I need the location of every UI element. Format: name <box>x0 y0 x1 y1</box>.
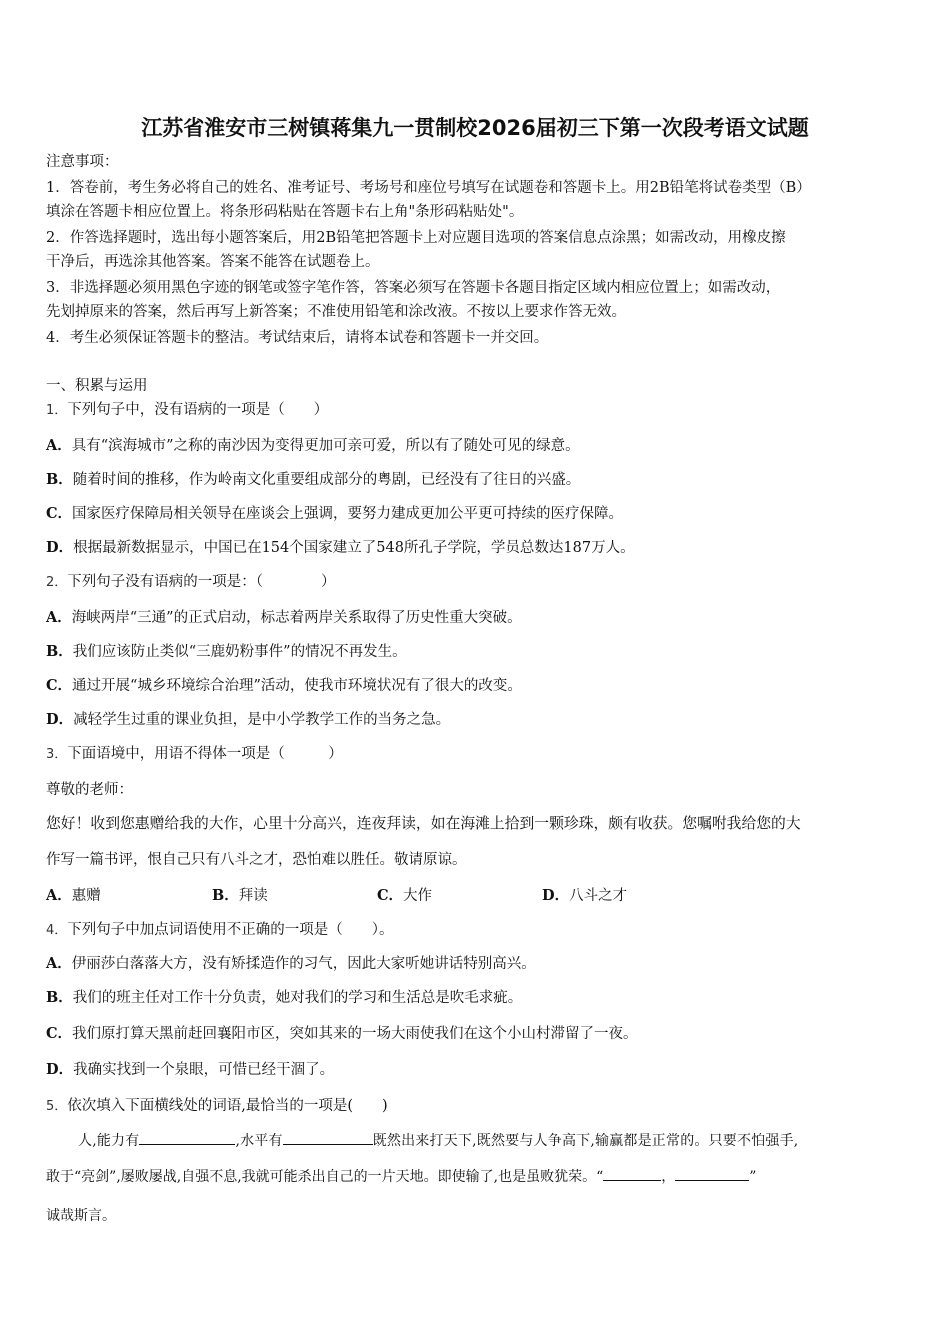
option-label: A． <box>46 887 72 904</box>
question-number: 2． <box>46 575 68 590</box>
option-label: B． <box>46 471 73 488</box>
q5-passage-line <box>78 1130 938 1151</box>
passage-text: 敢于“亮剑”,屡败屡战,自强不息,我就可能杀出自己的一片天地。即使输了,也是虽败犹荣。“ <box>46 1169 604 1185</box>
option-text: 大作 <box>403 888 433 904</box>
option-text: 具有“滨海城市”之称的南沙因为变得更加可亲可爱，所以有了随处可见的绿意。 <box>71 438 580 454</box>
q4-option-c[interactable] <box>46 1024 906 1044</box>
notice-line: 干净后，再选涂其他答案。答案不能答在试题卷上。 <box>46 254 380 270</box>
option-text: 惠赠 <box>71 888 101 904</box>
question-text: 下列句子中加点词语使用不正确的一项是（ ）。 <box>67 922 394 938</box>
notice-line: 1．答卷前，考生务必将自己的姓名、准考证号、考场号和座位号填写在试题卷和答题卡上。用2B铅笔将试卷类型（B） <box>46 180 811 196</box>
option-label: C． <box>46 1025 73 1042</box>
q1-option-c[interactable] <box>46 504 906 524</box>
page-title: 江苏省淮安市三树镇蒋集九一贯制校2026届初三下第一次段考语文试题 <box>141 116 809 140</box>
passage-text: ， <box>661 1169 676 1185</box>
question-text: 依次填入下面横线处的词语,最恰当的一项是( ) <box>67 1098 388 1114</box>
option-label: D． <box>46 1061 74 1078</box>
question-number: 4． <box>46 923 68 938</box>
option-text: 海峡两岸“三通”的正式启动，标志着两岸关系取得了历史性重大突破。 <box>71 610 522 626</box>
option-label: A． <box>46 609 72 626</box>
q5-passage-line: 诚哉斯言。 <box>46 1208 116 1224</box>
q4-option-d[interactable] <box>46 1060 906 1080</box>
question-number: 5． <box>46 1099 68 1114</box>
option-label: B． <box>46 643 73 660</box>
q2-option-d[interactable] <box>46 710 906 730</box>
option-text: 我确实找到一个泉眼，可惜已经干涸了。 <box>73 1062 335 1078</box>
option-label: A． <box>46 955 72 972</box>
q1-option-d[interactable] <box>46 538 906 558</box>
option-label: D． <box>542 887 570 904</box>
notice-line: 先划掉原来的答案，然后再写上新答案；不准使用铅笔和涂改液。不按以上要求作答无效。 <box>46 304 626 320</box>
question-number: 1． <box>46 403 68 418</box>
option-label: A． <box>46 437 72 454</box>
option-label: B． <box>212 887 239 904</box>
passage-text: 人,能力有 <box>78 1133 140 1149</box>
option-label: D． <box>46 539 74 556</box>
option-text: 随着时间的推移，作为岭南文化重要组成部分的粤剧，已经没有了往日的兴盛。 <box>72 472 581 488</box>
option-text: 根据最新数据显示，中国已在154个国家建立了548所孔子学院，学员总数达187万人。 <box>73 540 635 556</box>
option-text: 伊丽莎白落落大方，没有矫揉造作的习气，因此大家听她讲话特别高兴。 <box>71 956 536 972</box>
notice-line: 2．作答选择题时，选出每小题答案后，用2B铅笔把答题卡上对应题目选项的答案信息点涂黑；如需改动，用橡皮擦 <box>46 230 786 246</box>
question-2-stem <box>46 572 906 593</box>
q1-option-b[interactable] <box>46 470 906 490</box>
option-text: 我们应该防止类似“三鹿奶粉事件”的情况不再发生。 <box>72 644 407 660</box>
question-5-stem <box>46 1096 906 1117</box>
letter-body: 您好！收到您惠赠给我的大作，心里十分高兴，连夜拜读，如在海滩上拾到一颗珍珠，颇有收获。您嘱咐我给您的大 <box>46 815 801 832</box>
fill-blank[interactable] <box>283 1130 373 1145</box>
passage-text: 既然出来打天下,既然要与人争高下,输赢都是正常的。只要不怕强手, <box>372 1133 799 1149</box>
option-label: B． <box>46 989 73 1006</box>
passage-text: ” <box>749 1169 757 1185</box>
question-4-stem <box>46 920 906 941</box>
section-heading: 一、积累与运用 <box>46 378 148 394</box>
q4-option-a[interactable] <box>46 954 906 974</box>
passage-text: ,水平有 <box>235 1133 283 1149</box>
option-text: 我们的班主任对工作十分负责，她对我们的学习和生活总是吹毛求疵。 <box>72 990 523 1006</box>
notice-heading: 注意事项： <box>46 154 119 170</box>
notice-line: 3．非选择题必须用黑色字迹的钢笔或签字笔作答，答案必须写在答题卡各题目指定区域内相应位置上；如需改动， <box>46 280 781 296</box>
q2-option-c[interactable] <box>46 676 906 696</box>
fill-blank[interactable] <box>675 1166 749 1181</box>
question-1-stem <box>46 400 906 421</box>
option-label: C． <box>46 677 73 694</box>
letter-body: 作写一篇书评，恨自己只有八斗之才，恐怕难以胜任。敬请原谅。 <box>46 852 467 868</box>
option-label: D． <box>46 711 74 728</box>
question-number: 3． <box>46 747 68 762</box>
question-text: 下列句子中，没有语病的一项是（ ） <box>67 402 329 418</box>
notice-line: 填涂在答题卡相应位置上。将条形码粘贴在答题卡右上角"条形码粘贴处"。 <box>46 204 524 220</box>
question-text: 下面语境中，用语不得体一项是（ ） <box>67 746 343 762</box>
option-label: C． <box>377 887 404 904</box>
q2-option-b[interactable] <box>46 642 906 662</box>
q4-option-b[interactable] <box>46 988 906 1008</box>
option-text: 拜读 <box>238 888 268 904</box>
letter-salutation: 尊敬的老师： <box>46 782 133 798</box>
q1-option-a[interactable] <box>46 436 906 456</box>
q3-option-b[interactable] <box>212 886 268 906</box>
fill-blank[interactable] <box>139 1130 235 1145</box>
option-text: 通过开展“城乡环境综合治理”活动，使我市环境状况有了很大的改变。 <box>72 678 522 694</box>
q3-option-d[interactable] <box>542 886 627 906</box>
option-label: C． <box>46 505 73 522</box>
q5-passage-line <box>46 1166 906 1187</box>
fill-blank[interactable] <box>603 1166 661 1181</box>
option-text: 八斗之才 <box>569 888 628 904</box>
question-3-stem <box>46 744 906 765</box>
option-text: 国家医疗保障局相关领导在座谈会上强调，要努力建成更加公平更可持续的医疗保障。 <box>72 506 624 522</box>
q3-option-c[interactable] <box>377 886 432 906</box>
q3-option-a[interactable] <box>46 886 101 906</box>
option-text: 减轻学生过重的课业负担，是中小学教学工作的当务之急。 <box>73 712 451 728</box>
notice-line: 4．考生必须保证答题卡的整洁。考试结束后，请将本试卷和答题卡一并交回。 <box>46 330 549 346</box>
q2-option-a[interactable] <box>46 608 906 628</box>
question-text: 下列句子没有语病的一项是：（ ） <box>67 574 336 590</box>
option-text: 我们原打算天黑前赶回襄阳市区，突如其来的一场大雨使我们在这个小山村滞留了一夜。 <box>72 1026 638 1042</box>
